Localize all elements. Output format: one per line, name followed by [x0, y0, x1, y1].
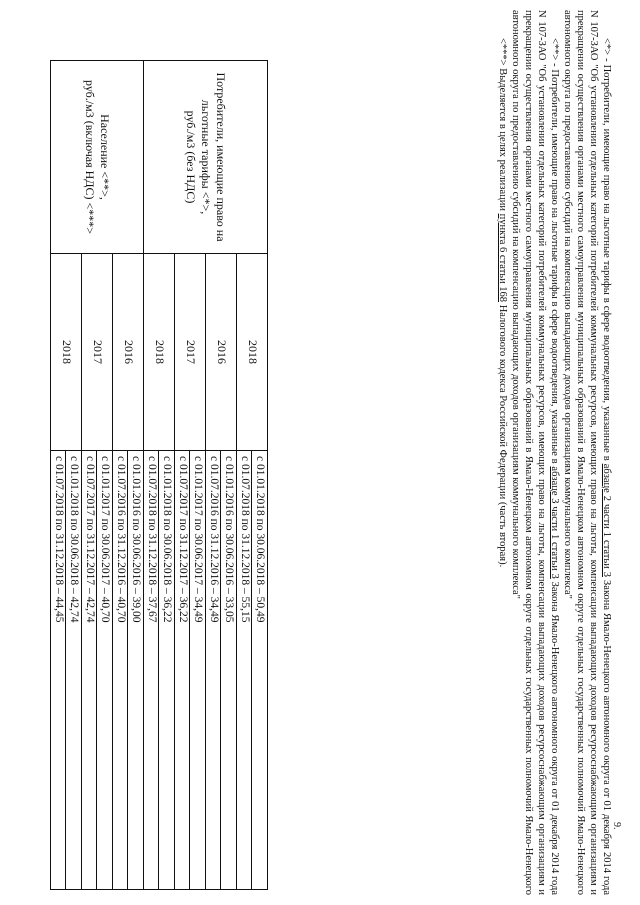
period-cell: с 01.01.2018 по 30.06.2018 – 42,74: [66, 451, 82, 890]
law-reference-link[interactable]: абзаце 3 части 1 статьи 3: [549, 466, 560, 579]
consumer-label: Потребители, имеющие право на льготные тарифы <*>,: [199, 72, 228, 242]
period-cell: с 01.07.2017 по 31.12.2017 – 36,22: [175, 451, 191, 890]
footnotes: [496, 10, 613, 895]
period-cell: с 01.01.2018 по 30.06.2018 – 50,49: [252, 451, 268, 890]
period-cell: с 01.07.2018 по 31.12.2018 – 44,45: [51, 451, 67, 890]
period-cell: с 01.07.2018 по 31.12.2018 – 37,67: [144, 451, 160, 890]
year-cell: 2018: [51, 254, 82, 451]
tariff-table: [50, 60, 268, 890]
footnote-2: [509, 10, 561, 895]
period-cell: с 01.01.2017 по 30.06.2017 – 34,49: [190, 451, 206, 890]
footnote-text: Закона Ямало-Ненецкого автономного округа от 01 декабря 2014 года N 107-ЗАО "Об установлении отдельных категорий потребителей коммунальных ресурсов, имеющих право на льготы, компенсации выпадающих доходов ресурсоснабжающим организациям и прекращении осуществления органами местного самоуправления муниципальных образований в Ямало-Ненецком автономном округе отдельных государственных полномочий Ямало-Ненецкого автономного округа по предоставлению субсидий на компенсацию выпадающих доходов организациям коммунального комплекса": [562, 10, 612, 895]
year-cell: 2017: [82, 254, 113, 451]
footnote-text: <***> Выделяется в целях реализации: [497, 38, 508, 214]
consumer-label: Население <**>,: [98, 114, 112, 200]
tax-code-reference-link[interactable]: пункта 6 статьи 168: [497, 213, 508, 303]
period-cell: с 01.07.2016 по 31.12.2016 – 40,70: [113, 451, 129, 890]
consumer-cell: [144, 61, 268, 254]
period-cell: с 01.07.2018 по 31.12.2018 – 55,15: [237, 451, 253, 890]
year-cell: 2018: [144, 254, 175, 451]
period-cell: с 01.01.2017 по 30.06.2017 – 40,70: [97, 451, 113, 890]
footnote-text: <**> - Потребители, имеющие право на льготные тарифы в сфере водоотведения, указанные в: [549, 38, 560, 467]
table-row: [252, 61, 268, 890]
period-cell: с 01.07.2017 по 31.12.2017 – 42,74: [82, 451, 98, 890]
law-reference-link[interactable]: абзаце 2 части 1 статьи 3: [601, 463, 612, 578]
year-cell: 2017: [175, 254, 206, 451]
footnote-text: Закона Ямало-Ненецкого автономного округа от 01 декабря 2014 года N 107-ЗАО "Об установлении отдельных категорий потребителей коммунальных ресурсов, имеющих право на льготы, компенсации выпадающих доходов ресурсоснабжающим организациям и прекращении осуществления органами местного самоуправления муниципальных образований в Ямало-Ненецком автономном округе отдельных государственных полномочий Ямало-Ненецкого автономного округа по предоставлению субсидий на компенсацию выпадающих доходов организациям коммунального комплекса": [510, 10, 560, 895]
footnote-text: <*> - Потребители, имеющие право на льготные тарифы в сфере водоотведения, указанные в: [601, 38, 612, 464]
table-row: [128, 61, 144, 890]
period-cell: с 01.01.2016 по 30.06.2016 – 33,05: [221, 451, 237, 890]
year-cell: 2016: [113, 254, 144, 451]
unit-label: руб./м3 (без НДС): [184, 110, 198, 204]
consumer-cell: [51, 61, 144, 254]
footnote-1: [561, 10, 613, 895]
unit-label: руб./м3 (включая НДС) <***>: [83, 80, 97, 234]
period-cell: с 01.01.2016 по 30.06.2016 – 39,00: [128, 451, 144, 890]
year-cell: 2016: [206, 254, 237, 451]
footnote-text: Налогового кодекса Российской Федерации (часть вторая).: [497, 302, 508, 568]
period-cell: с 01.07.2016 по 31.12.2016 – 34,49: [206, 451, 222, 890]
period-cell: с 01.01.2018 по 30.06.2018 – 36,22: [159, 451, 175, 890]
page-mark: 9.: [611, 822, 622, 830]
year-cell: 2018: [237, 254, 268, 451]
footnote-3: [496, 10, 509, 895]
